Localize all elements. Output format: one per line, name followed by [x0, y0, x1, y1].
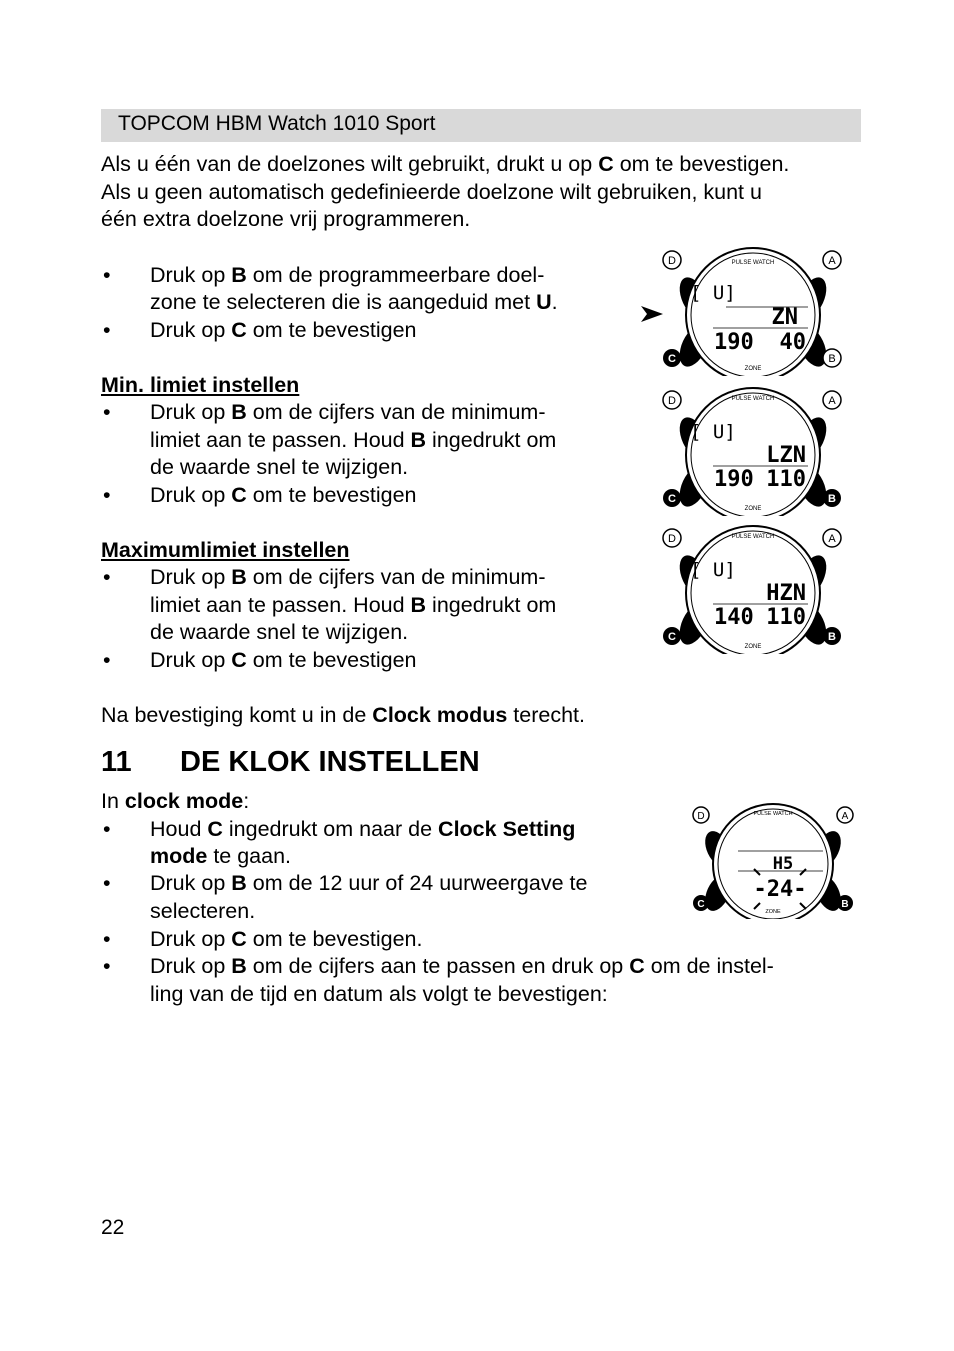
intro-line-2: Als u geen automatisch gedefinieerde doelzone wilt gebruiken, kunt u	[101, 180, 762, 204]
svg-text:HZN: HZN	[766, 581, 806, 606]
max-item2: Druk op C om te bevestigen	[150, 648, 417, 672]
svg-text:C: C	[668, 631, 676, 643]
svg-text:B: B	[828, 631, 836, 643]
clock-item2-line2: selecteren.	[150, 899, 256, 923]
bullet: •	[103, 927, 111, 951]
svg-text:D: D	[668, 395, 676, 407]
svg-text:40: 40	[779, 330, 806, 355]
intro-line-1: Als u één van de doelzones wilt gebruikt, drukt u op C om te bevestigen.	[101, 152, 790, 176]
svg-text:110: 110	[766, 467, 806, 492]
clock-item4-line1: Druk op B om de cijfers aan te passen en druk op C om de instel-	[150, 954, 774, 978]
svg-text:D: D	[668, 533, 676, 545]
watch-illustration-max	[658, 524, 848, 654]
svg-text:PULSE WATCH: PULSE WATCH	[731, 260, 775, 266]
svg-text:B: B	[841, 899, 849, 910]
page-header	[101, 109, 861, 142]
svg-text:A: A	[841, 811, 849, 822]
svg-text:ZN: ZN	[771, 305, 798, 330]
list1-item1-line1: Druk op B om de programmeerbare doel-	[150, 263, 545, 287]
svg-text:110: 110	[766, 605, 806, 630]
svg-text:190: 190	[714, 330, 754, 355]
clock-item4-line2: ling van de tijd en datum als volgt te bevestigen:	[150, 982, 608, 1006]
bullet: •	[103, 648, 111, 672]
intro-line-3: één extra doelzone vrij programmeren.	[101, 207, 471, 231]
min-item2: Druk op C om te bevestigen	[150, 483, 417, 507]
svg-text:ZONE: ZONE	[744, 366, 762, 372]
svg-text:ZONE: ZONE	[765, 909, 781, 915]
svg-text:PULSE WATCH: PULSE WATCH	[731, 534, 775, 540]
watch-illustration-min	[658, 386, 848, 516]
svg-text:PULSE WATCH: PULSE WATCH	[753, 811, 793, 817]
svg-text:-24-: -24-	[753, 877, 807, 902]
svg-text:C: C	[668, 493, 676, 505]
bullet: •	[103, 817, 111, 841]
svg-text:[ U]: [ U]	[690, 282, 736, 304]
svg-text:[ U]: [ U]	[690, 559, 736, 581]
bullet: •	[103, 400, 111, 424]
svg-text:B: B	[828, 353, 836, 365]
svg-text:A: A	[828, 395, 836, 407]
svg-text:B: B	[828, 493, 836, 505]
svg-text:190: 190	[714, 467, 754, 492]
svg-text:LZN: LZN	[766, 443, 806, 468]
clock-item2-line1: Druk op B om de 12 uur of 24 uurweergave te	[150, 871, 588, 895]
clock-intro: In clock mode:	[101, 789, 250, 813]
page-number: 22	[101, 1216, 125, 1239]
max-item1-line2: limiet aan te passen. Houd B ingedrukt om	[150, 593, 557, 617]
svg-text:[ U]: [ U]	[690, 421, 736, 443]
watch-illustration-zone	[658, 246, 848, 376]
bullet: •	[103, 318, 111, 342]
after-text: Na bevestiging komt u in de Clock modus terecht.	[101, 703, 585, 727]
svg-text:140: 140	[714, 605, 754, 630]
svg-text:D: D	[668, 255, 676, 267]
bullet: •	[103, 565, 111, 589]
bullet: •	[103, 871, 111, 895]
bullet: •	[103, 263, 111, 287]
clock-item1-line1: Houd C ingedrukt om naar de Clock Setting	[150, 817, 576, 841]
max-item1-line1: Druk op B om de cijfers van de minimum-	[150, 565, 546, 589]
bullet: •	[103, 483, 111, 507]
svg-text:ZONE: ZONE	[744, 506, 762, 512]
svg-text:C: C	[697, 899, 705, 910]
svg-text:ZONE: ZONE	[744, 644, 762, 650]
watch-illustration-clock	[688, 803, 858, 919]
svg-text:A: A	[828, 255, 836, 267]
list1-item2: Druk op C om te bevestigen	[150, 318, 417, 342]
section-title: DE KLOK INSTELLEN	[180, 746, 480, 778]
min-item1-line3: de waarde snel te wijzigen.	[150, 455, 409, 479]
svg-text:A: A	[828, 533, 836, 545]
clock-item1-line2: mode te gaan.	[150, 844, 292, 868]
header-title: TOPCOM HBM Watch 1010 Sport	[118, 112, 436, 135]
min-item1-line2: limiet aan te passen. Houd B ingedrukt om	[150, 428, 557, 452]
section-number: 11	[101, 746, 132, 778]
svg-text:H5: H5	[772, 854, 794, 874]
svg-text:PULSE WATCH: PULSE WATCH	[731, 396, 775, 402]
svg-text:D: D	[697, 811, 705, 822]
bullet: •	[103, 954, 111, 978]
svg-text:C: C	[668, 353, 676, 365]
list1-item1-line2: zone te selecteren die is aangeduid met U.	[150, 290, 558, 314]
clock-item3: Druk op C om te bevestigen.	[150, 927, 423, 951]
min-heading: Min. limiet instellen	[101, 373, 300, 397]
max-heading: Maximumlimiet instellen	[101, 538, 350, 562]
max-item1-line3: de waarde snel te wijzigen.	[150, 620, 409, 644]
min-item1-line1: Druk op B om de cijfers van de minimum-	[150, 400, 546, 424]
